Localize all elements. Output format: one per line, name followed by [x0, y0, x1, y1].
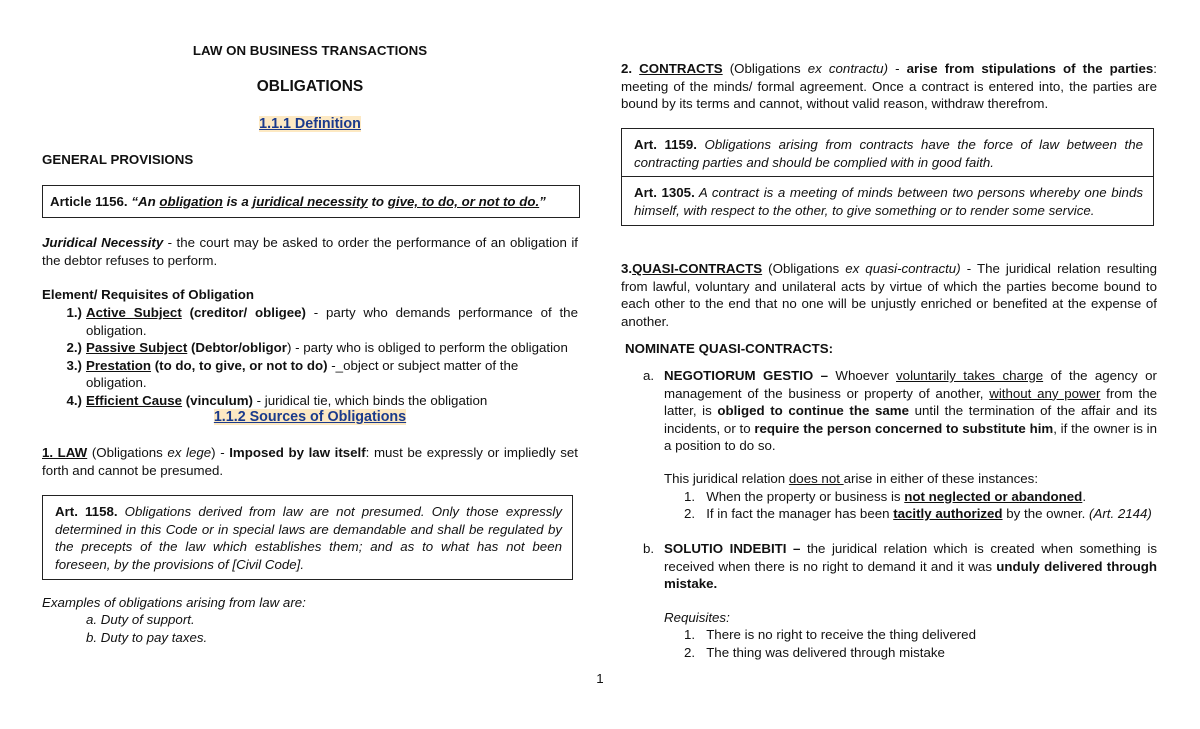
elements-list	[58, 304, 578, 409]
letter-b: b.	[643, 541, 655, 556]
list-item: 1. When the property or business is not neglected or abandoned.	[684, 489, 1087, 504]
list-item: 2.) Passive Subject (Debtor/obligor) - party who is obliged to perform the obligation	[66, 340, 568, 355]
box-divider	[622, 176, 1153, 177]
list-item: 4.) Efficient Cause (vinculum) - juridical tie, which binds the obligation	[66, 392, 488, 408]
juridical-necessity-paragraph: Juridical Necessity - the court may be asked to order the performance of an obligation if the debtor refuses to perform.	[42, 235, 578, 268]
page-number: 1	[596, 671, 604, 686]
article-1156-text: Article 1156. “An obligation is a juridical necessity to give, to do, or not to do.”	[50, 194, 546, 209]
page-title: OBLIGATIONS	[256, 78, 364, 95]
list-item: 1. There is no right to receive the thing delivered	[684, 627, 976, 642]
examples-intro: Examples of obligations arising from law are:	[42, 595, 306, 610]
course-title: LAW ON BUSINESS TRANSACTIONS	[192, 43, 428, 58]
negotiorum-gestio-paragraph: NEGOTIORUM GESTIO – Whoever voluntarily takes charge of the agency or management of the business or property of another, without any power from the latter, is obliged to continue the same until the termination of the affair and its incidents, or to require the person concerned to substitute him, if the owner is in a position to do so.	[664, 368, 1157, 453]
article-1156-box	[42, 185, 580, 218]
list-item: 2. The thing was delivered through mistake	[684, 645, 945, 660]
article-1158-box	[42, 495, 573, 580]
article-1159-text: Art. 1159. Obligations arising from contracts have the force of law between the contracting parties and should be complied with in good faith.	[634, 137, 1143, 170]
section-heading-sources: 1.1.2 Sources of Obligations	[213, 409, 407, 425]
article-1305-text: Art. 1305. A contract is a meeting of minds between two persons whereby one binds himself, with respect to the other, to give something or to render some service.	[634, 185, 1143, 218]
example-a: a. Duty of support.	[86, 612, 195, 627]
letter-a: a.	[643, 368, 655, 383]
section-heading-definition: 1.1.1 Definition	[259, 116, 361, 132]
solutio-indebiti-paragraph: SOLUTIO INDEBITI – the juridical relation which is created when something is received when there is no right to demand it and it was unduly delivered through mistake.	[664, 541, 1157, 591]
example-b: b. Duty to pay taxes.	[86, 630, 208, 645]
law-paragraph: 1. LAW (Obligations ex lege) - Imposed by law itself: must be expressly or impliedly set forth and cannot be presumed.	[42, 445, 578, 478]
quasi-contracts-paragraph: 3.QUASI-CONTRACTS (Obligations ex quasi-contractu) - The juridical relation resulting from lawful, voluntary and unilateral acts by virtue of which the parties become bound to each other to the end that no one will be unjustly enriched or benefited at the expense of another.	[621, 261, 1157, 329]
nominate-heading: NOMINATE QUASI-CONTRACTS:	[625, 341, 834, 356]
article-1158-text: Art. 1158. Obligations derived from law are not presumed. Only those expressly determined in this Code or in special laws are demandable and shall be regulated by the precepts of the law which establishes them; and as to what has not been foreseen, by the provisions of [Civil Code].	[55, 504, 562, 572]
contract-articles-box	[621, 128, 1154, 226]
elements-heading: Element/ Requisites of Obligation	[42, 287, 255, 302]
list-item: 2. If in fact the manager has been tacitly authorized by the owner. (Art. 2144)	[684, 506, 1152, 521]
instances-intro: This juridical relation does not arise in either of these instances:	[664, 471, 1039, 486]
contracts-paragraph: 2. CONTRACTS (Obligations ex contractu) - arise from stipulations of the parties: meeting of the minds/ formal agreement. Once a contract is entered into, the parties are bound by its terms and cannot, without valid reason, withdraw therefrom.	[621, 61, 1157, 111]
list-item: 1.) Active Subject (creditor/ obligee) - party who demands performance of the obligation.	[66, 305, 578, 338]
list-item: 3.) Prestation (to do, to give, or not to do) -_object or subject matter of the obligation.	[66, 357, 519, 390]
general-provisions-heading: GENERAL PROVISIONS	[42, 152, 194, 167]
requisites-heading: Requisites:	[664, 610, 730, 625]
